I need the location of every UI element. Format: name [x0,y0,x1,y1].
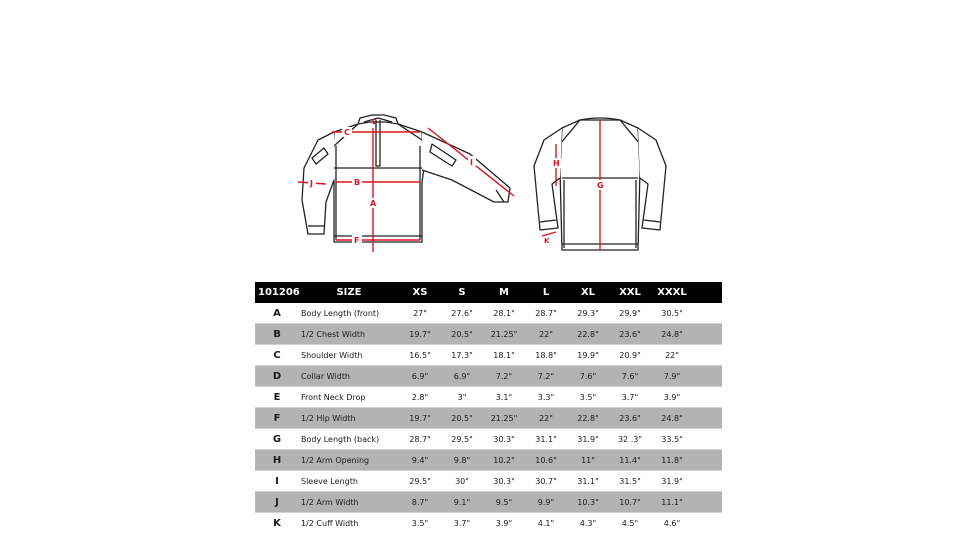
measurement-value: 7.6" [567,366,609,387]
measurement-value: 7.6" [609,366,651,387]
measurement-label: Shoulder Width [301,350,363,360]
size-col-xxl: XXL [609,282,651,303]
measurement-letter: K [273,517,281,529]
svg-text:B: B [354,178,361,187]
measurement-label: Body Length (back) [301,434,380,444]
measurement-value: 4.3" [579,518,597,528]
measurement-letter: D [255,366,299,387]
measurement-value: 20.5" [441,324,483,345]
measurement-value: 11.4" [609,450,651,471]
measurement-letter: F [255,408,299,429]
measurement-value: 2.8" [411,392,429,402]
table-header-row [255,282,722,303]
front-shirt-illustration [302,115,510,242]
row-pad [693,303,722,324]
measurement-value: 28.7" [409,434,431,444]
measurement-label: Collar Width [299,366,399,387]
row-pad [693,324,722,345]
measurement-letter: G [272,433,282,445]
measurement-value: 29.3" [577,308,599,318]
measurement-value: 27.6" [451,308,473,318]
measurement-value: 3" [457,392,467,402]
measurement-label: 1/2 Chest Width [299,324,399,345]
measurement-label: Body Length (front) [301,308,380,318]
product-code: 101206 [255,282,299,303]
shirt-measurement-diagram [290,110,710,270]
measurement-value: 9.9" [525,492,567,513]
measurement-letter: H [255,450,299,471]
measurement-value: 22" [525,408,567,429]
measurement-value: 20.9" [619,350,641,360]
table-row [255,408,722,429]
measurement-value: 7.2" [525,366,567,387]
size-col-xxxl: XXXL [651,282,693,303]
measurement-letter: E [273,391,281,403]
measurement-value: 23.6" [609,408,651,429]
row-pad [693,366,722,387]
svg-text:F: F [354,236,360,245]
table-body [255,303,722,533]
measurement-value: 4.5" [621,518,639,528]
measurement-label: Front Neck Drop [301,392,366,402]
measurement-value: 3.5" [411,518,429,528]
table-row [255,471,722,492]
header-pad [693,282,722,303]
measurement-value: 9.1" [441,492,483,513]
measurement-value: 27" [413,308,427,318]
measurement-value: 3.5" [579,392,597,402]
measurement-letter: J [255,492,299,513]
measurement-value: 31.1" [535,434,557,444]
measurement-value: 4.1" [537,518,555,528]
measurement-value: 18.1" [493,350,515,360]
svg-text:A: A [370,199,377,208]
table-row [255,429,722,450]
measurement-value: 30.7" [535,476,557,486]
measurement-value: 24.8" [651,324,693,345]
measurement-letter: B [255,324,299,345]
measurement-value: 19.7" [399,324,441,345]
measurement-value: 19.9" [577,350,599,360]
svg-text:I: I [470,158,473,167]
measurement-value: 24.8" [651,408,693,429]
size-col-xs: XS [399,282,441,303]
measurement-value: 11.1" [651,492,693,513]
measurement-value: 3.9" [663,392,681,402]
measurement-value: 19.7" [399,408,441,429]
measurement-value: 17.3" [451,350,473,360]
table-row [255,450,722,471]
svg-text:H: H [553,159,560,168]
measurement-value: 23.6" [609,324,651,345]
svg-text:E: E [372,118,377,126]
measurement-value: 30" [455,476,469,486]
measurement-value: 9.4" [399,450,441,471]
measurement-letter: I [275,475,279,487]
table-row [255,387,722,408]
row-pad [693,408,722,429]
measurement-label: Sleeve Length [301,476,358,486]
size-col-s: S [441,282,483,303]
measurement-value: 20.5" [441,408,483,429]
table-row [255,513,722,534]
measurement-label: 1/2 Arm Opening [299,450,399,471]
size-col-xl: XL [567,282,609,303]
measurement-value: 3.7" [453,518,471,528]
measurement-value: 3.7" [621,392,639,402]
row-pad [693,429,722,450]
svg-text:J: J [310,179,313,188]
measurement-value: 6.9" [441,366,483,387]
measurement-value: 6.9" [399,366,441,387]
measurement-value: 10.6" [525,450,567,471]
measurement-value: 22" [525,324,567,345]
measurement-value: 28.7" [535,308,557,318]
table-row [255,303,722,324]
row-pad [693,471,722,492]
measurement-value: 31.9" [661,476,683,486]
measurement-value: 10.2" [483,450,525,471]
row-pad [693,387,722,408]
measurement-letter: A [273,307,281,319]
measurement-value: 31.1" [577,476,599,486]
row-pad [693,492,722,513]
measurement-label: 1/2 Arm Width [299,492,399,513]
measurement-value: 7.9" [651,366,693,387]
measurement-value: 9.8" [441,450,483,471]
measurement-value: 22.8" [567,408,609,429]
measurement-value: 10.3" [567,492,609,513]
measurement-value: 29.5" [451,434,473,444]
size-header: SIZE [299,282,399,303]
measurement-value: 4.6" [663,518,681,528]
table-row [255,324,722,345]
measurement-value: 29.5" [409,476,431,486]
measurement-value: 22.8" [567,324,609,345]
measurement-value: 9.5" [483,492,525,513]
measurement-value: 30.5" [661,308,683,318]
measurement-value: 11.8" [651,450,693,471]
measurement-value: 3.9" [495,518,513,528]
size-chart-table [255,282,722,533]
table-row [255,492,722,513]
measurement-value: 21.25" [483,324,525,345]
svg-text:C: C [344,128,350,137]
measurement-value: 22" [665,350,679,360]
measurement-value: 33.5" [661,434,683,444]
svg-text:G: G [597,181,604,190]
measurement-value: 32 .3" [617,434,643,444]
row-pad [693,345,722,366]
measurement-label: 1/2 Hip Width [299,408,399,429]
measurement-letter: C [273,349,281,361]
measurement-value: 7.2" [483,366,525,387]
measurement-value: 30.3" [493,476,515,486]
measurement-label: 1/2 Cuff Width [301,518,359,528]
measurement-value: 3.3" [537,392,555,402]
measurement-value: 31.9" [577,434,599,444]
measurement-value: 28.1" [493,308,515,318]
measurement-value: 10.7" [609,492,651,513]
measurement-value: 31.5" [619,476,641,486]
svg-text:K: K [544,237,550,245]
measurement-value: 29.9" [619,308,641,318]
table-row [255,345,722,366]
table-row [255,366,722,387]
size-col-l: L [525,282,567,303]
row-pad [693,450,722,471]
measurement-value: 8.7" [399,492,441,513]
measurement-value: 16.5" [409,350,431,360]
measurement-value: 11" [567,450,609,471]
measurement-value: 3.1" [495,392,513,402]
measurement-value: 30.3" [493,434,515,444]
measurement-value: 21.25" [483,408,525,429]
size-col-m: M [483,282,525,303]
row-pad [693,513,722,534]
measurement-value: 18.8" [535,350,557,360]
